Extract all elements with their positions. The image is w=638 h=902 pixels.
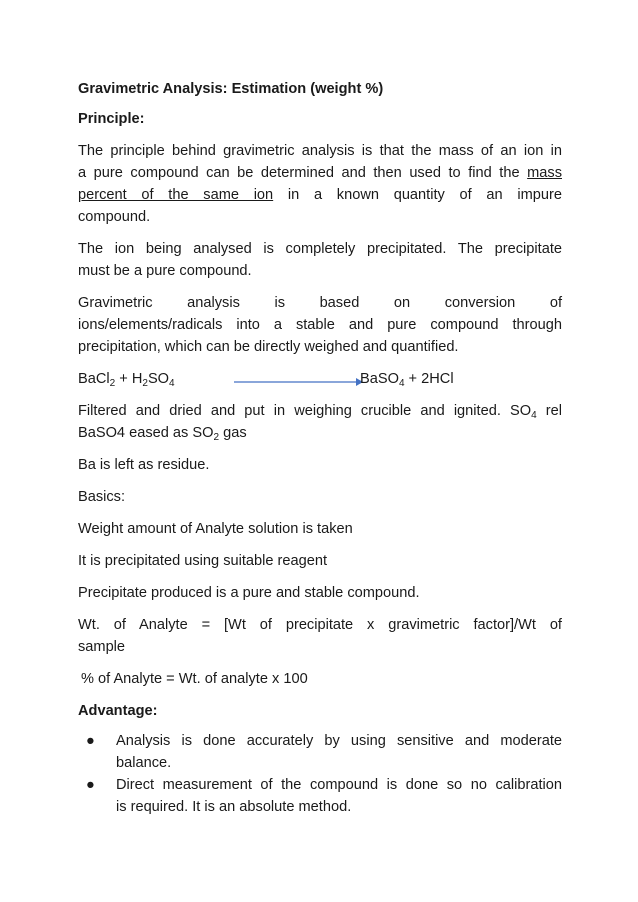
basics-heading: Basics: xyxy=(78,489,126,505)
grav-para-line-2: ions/elements/radicals into a stable and pure compound through xyxy=(78,317,562,333)
grav-para-line-3: precipitation, which can be directly weighed and quantified. xyxy=(78,339,459,355)
ion-para-line-1: The ion being analysed is completely precipitated. The precipitate xyxy=(78,241,562,257)
justified-word: is xyxy=(274,295,285,311)
justified-word: analysis xyxy=(187,295,240,311)
filtered-line-1: Filtered and dried and put in weighing crucible and ignited. $SO_4$ rel xyxy=(78,403,562,421)
justified-word: Gravimetric xyxy=(78,295,153,311)
document-title: Gravimetric Analysis: Estimation (weight %) xyxy=(78,81,384,97)
reaction-arrow-icon xyxy=(234,376,364,388)
grav-para-line-1 xyxy=(78,292,562,314)
filtered-line-2: BaSO4 eased as $SO_2$ gas xyxy=(78,425,247,443)
pct-formula: % of Analyte = Wt. of analyte x 100 xyxy=(81,671,308,687)
advantage-heading: Advantage: xyxy=(78,703,158,719)
justified-word: conversion xyxy=(444,295,516,311)
basics-item: It is precipitated using suitable reagent xyxy=(78,553,328,569)
wt-formula-line-1: Wt. of Analyte = [Wt of precipitate x gravimetric factor]/Wt of xyxy=(78,617,562,633)
wt-formula-line-2: sample xyxy=(78,639,126,655)
basics-item: Precipitate produced is a pure and stable compound. xyxy=(78,585,420,601)
justified-word: based xyxy=(319,295,360,311)
percent-underlined: percent of the same ion xyxy=(78,187,274,203)
justified-word: on xyxy=(393,295,411,311)
justified-word: of xyxy=(549,295,562,311)
principle-line-1: The principle behind gravimetric analysis is that the mass of an ion in xyxy=(78,143,562,159)
principle-line-3: percent of the same ion in a known quantity of an impure xyxy=(78,187,562,203)
residue-line: Ba is left as residue. xyxy=(78,457,210,473)
principle-heading: Principle: xyxy=(78,111,145,127)
principle-line-2: a pure compound can be determined and then used to find the mass xyxy=(78,165,562,181)
mass-underlined: mass xyxy=(527,165,562,181)
bullet-icon: ● xyxy=(86,733,95,749)
reaction-products: BaSO$_4$ + 2HCl xyxy=(360,371,454,389)
bullet-icon: ● xyxy=(86,777,95,793)
principle-line-4: compound. xyxy=(78,209,151,225)
basics-item: Weight amount of Analyte solution is taken xyxy=(78,521,353,537)
ion-para-line-2: must be a pure compound. xyxy=(78,263,252,279)
reaction-reactants: BaCl$_2$ + $H_2SO_4$ xyxy=(78,371,175,389)
